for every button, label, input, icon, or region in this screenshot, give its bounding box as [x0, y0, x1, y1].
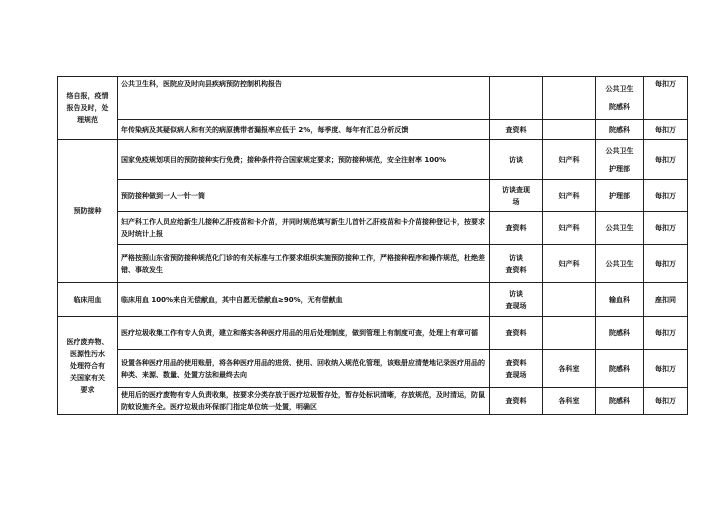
scope-cell — [543, 77, 596, 120]
table-row — [58, 180, 688, 212]
weight-cell: 每扣万 — [644, 212, 688, 245]
method-cell: 访谈查现 场 — [490, 180, 543, 212]
weight-cell: 座扣同 — [644, 283, 688, 317]
category-cell: 医疗废弃物、 医源性污水 处理符合有 关国家有关 要求 — [58, 317, 118, 415]
weight-cell: 每扣万 — [644, 350, 688, 388]
content-cell: 公共卫生科，医院应及时向县疾病预防控制机构报告 — [118, 77, 490, 120]
content-cell: 国家免疫规划项目的预防接种实行免费；接种条件符合国家规定要求；预防接种规范，安全注射率 100% — [118, 140, 490, 180]
category-cell: 预防接种 — [58, 140, 118, 283]
weight-cell: 每扣万 — [644, 140, 688, 180]
method-cell: 查资料 — [490, 317, 543, 350]
dept-cell: 院感科 — [596, 120, 644, 140]
weight-cell: 每扣万 — [644, 388, 688, 415]
weight-cell: 每扣万 — [644, 317, 688, 350]
method-cell: 访谈 查现场 — [490, 283, 543, 317]
method-cell: 访谈 查资料 — [490, 245, 543, 283]
scope-cell — [543, 120, 596, 140]
scope-cell — [543, 283, 596, 317]
table-row — [58, 77, 688, 120]
method-cell: 查资料 — [490, 212, 543, 245]
scope-cell — [543, 317, 596, 350]
dept-cell: 院感科 — [596, 350, 644, 388]
content-cell: 临床用血 100%来自无偿献血，其中自愿无偿献血≥90%，无有偿献血 — [118, 283, 490, 317]
weight-cell: 每扣万 — [644, 180, 688, 212]
table-row — [58, 140, 688, 180]
content-cell: 预防接种做到一人一针一筒 — [118, 180, 490, 212]
dept-cell: 公共卫生 院感科 — [596, 77, 644, 120]
scope-cell: 妇产科 — [543, 180, 596, 212]
dept-cell: 院感科 — [596, 388, 644, 415]
dept-cell: 护理部 — [596, 180, 644, 212]
table-row — [58, 212, 688, 245]
dept-cell: 公共卫生 护理部 — [596, 140, 644, 180]
scope-cell: 各科室 — [543, 350, 596, 388]
dept-cell: 公共卫生 — [596, 212, 644, 245]
method-cell: 查资料 — [490, 120, 543, 140]
category-cell: 络自报，疫情 报告及时，处 理规范 — [58, 77, 118, 140]
scope-cell: 妇产科 — [543, 212, 596, 245]
table-row — [58, 388, 688, 415]
method-cell — [490, 77, 543, 120]
method-cell: 查资料 — [490, 388, 543, 415]
inspection-table — [57, 76, 688, 415]
category-cell: 临床用血 — [58, 283, 118, 317]
content-cell: 医疗垃圾收集工作有专人负责，建立和落实各种医疗用品的用后处理制度，做到管理上有制度可查，处理上有章可循 — [118, 317, 490, 350]
table-row — [58, 245, 688, 283]
content-cell: 设置各种医疗用品的使用账册，将各种医疗用品的进货、使用、回收纳入规范化管理，该账册应清楚地记录医疗用品的种类、来源、数量、处置方法和最终去向 — [118, 350, 490, 388]
table-row — [58, 120, 688, 140]
dept-cell: 公共卫生 — [596, 245, 644, 283]
table-row — [58, 317, 688, 350]
content-cell: 严格按照山东省预防接种规范化门诊的有关标准与工作要求组织实施预防接种工作，严格接种程序和操作规范，杜绝差错、事故发生 — [118, 245, 490, 283]
dept-cell: 院感科 — [596, 317, 644, 350]
method-cell: 访谈 — [490, 140, 543, 180]
content-cell: 使用后的医疗废物有专人负责收集，按要求分类存放于医疗垃圾暂存处，暂存处标识清晰，存放规范，及时清运，防鼠防蚊设施齐全。医疗垃圾由环保部门指定单位统一处置，明确区 — [118, 388, 490, 415]
weight-cell: 每扣万 — [644, 77, 688, 120]
table-row — [58, 350, 688, 388]
method-cell: 查资料 查现场 — [490, 350, 543, 388]
scope-cell: 各科室 — [543, 388, 596, 415]
dept-cell: 输血科 — [596, 283, 644, 317]
content-cell: 年传染病及其疑似病人和有关的病原携带者漏报率应低于 2%，每季度、每年有汇总分析反馈 — [118, 120, 490, 140]
weight-cell: 每扣万 — [644, 245, 688, 283]
content-cell: 妇产科工作人员应给新生儿接种乙肝疫苗和卡介苗，并同时规范填写新生儿首针乙肝疫苗和卡介苗接种登记卡，按要求及时统计上报 — [118, 212, 490, 245]
scope-cell: 妇产科 — [543, 140, 596, 180]
weight-cell: 每扣万 — [644, 120, 688, 140]
table-row — [58, 283, 688, 317]
scope-cell: 妇产科 — [543, 245, 596, 283]
